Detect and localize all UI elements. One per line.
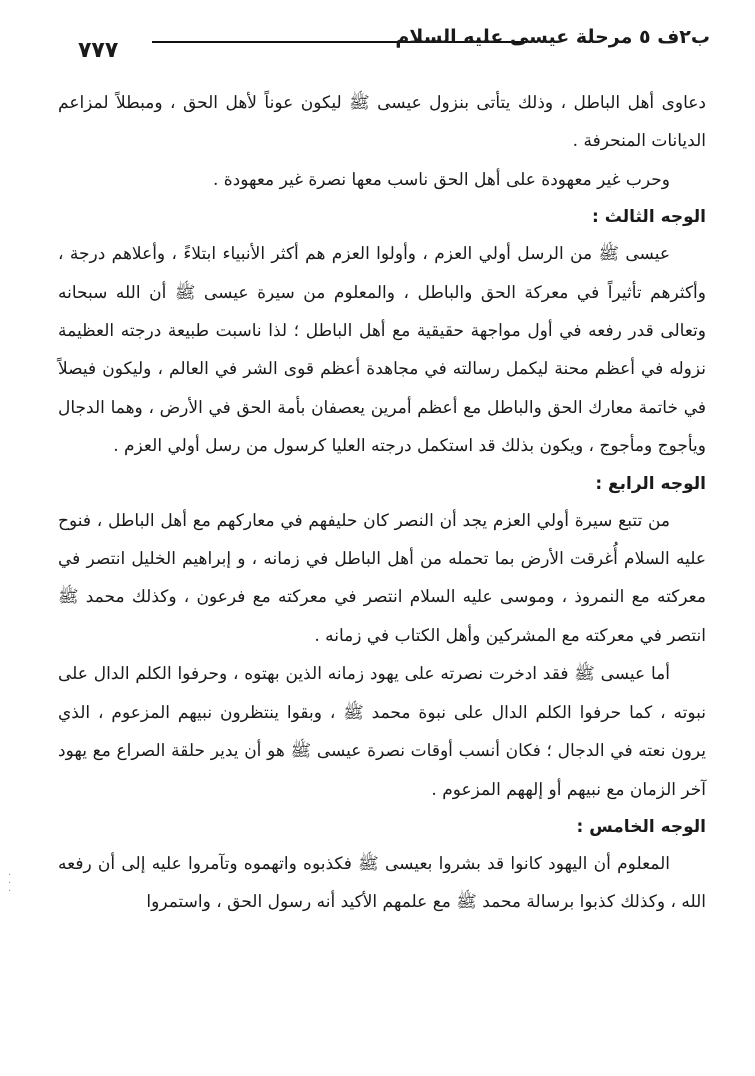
- paragraph-2: وحرب غير معهودة على أهل الحق ناسب معها نصرة غير معهودة .: [212, 169, 670, 190]
- section-heading-fifth: الوجه الخامس :: [576, 816, 706, 837]
- paragraph-1: دعاوى أهل الباطل ، وذلك يتأتى بنزول عيسى ﷺ ليكون عوناً لأهل الحق ، ومبطلاً لمزاعم الديانات المنحرفة .: [58, 93, 706, 152]
- running-title: ب٢ف ٥ مرحلة عيسى عليه السلام: [395, 26, 710, 48]
- margin-speck: · · ·: [8, 870, 12, 897]
- running-header: [60, 22, 710, 66]
- paragraph-5: أما عيسى ﷺ فقد ادخرت نصرته على يهود زمانه الذين بهتوه ، وحرفوا الكلم الدال على نبوته ، كما حرفوا الكلم الدال على نبوة محمد ﷺ ، وبقوا ينتظرون نبيهم المزعوم ، الذي يرون نعته في الدجال ؛ فكان أنسب أوقات نصرة عيسى ﷺ هو أن يدير حلقة الصراع مع يهود آخر الزمان مع نبيهم أو إلههم المزعوم .: [58, 664, 706, 800]
- paragraph-3: عيسى ﷺ من الرسل أولي العزم ، وأولوا العزم هم أكثر الأنبياء ابتلاءً ، وأعلاهم درجة ، وأكثرهم تأثيراً في معركة الحق والباطل ، والمعلوم من سيرة عيسى ﷺ أن الله سبحانه وتعالى قدر رفعه في أول مواجهة حقيقية مع أهل الباطل ؛ لذا ناسبت طبيعة درجته العظيمة نزوله في أعظم محنة ليكمل رسالته في مجاهدة أعظم قوى الشر في العالم ، وليكون فيصلاً في خاتمة معارك الحق والباطل مع أعظم أمرين يعصفان بأمة الحق في الأرض ، وهما الدجال ويأجوج ومأجوج ، ويكون بذلك قد استكمل درجته العليا كرسول من رسل أولي العزم .: [58, 244, 706, 457]
- section-heading-third: الوجه الثالث :: [592, 207, 706, 228]
- paragraph-6: المعلوم أن اليهود كانوا قد بشروا بعيسى ﷺ فكذبوه واتهموه وتآمروا عليه إلى أن رفعه الله ، وكذلك كذبوا برسالة محمد ﷺ مع علمهم الأكيد أنه رسول الحق ، واستمروا: [58, 853, 706, 913]
- paragraph-4: من تتبع سيرة أولي العزم يجد أن النصر كان حليفهم في معاركهم مع أهل الباطل ، فنوح عليه السلام أُغرقت الأرض بما تحمله من أهل الباطل في زمانه ، و إبراهيم الخليل انتصر في معركته مع النمروذ ، وموسى عليه السلام انتصر في معركته مع فرعون ، وكذلك محمد ﷺ انتصر في معركته مع المشركين وأهل الكتاب في زمانه .: [58, 510, 706, 646]
- section-heading-fourth: الوجه الرابع :: [595, 473, 706, 494]
- page-body: [58, 84, 706, 922]
- page-number: ٧٧٧: [78, 38, 119, 63]
